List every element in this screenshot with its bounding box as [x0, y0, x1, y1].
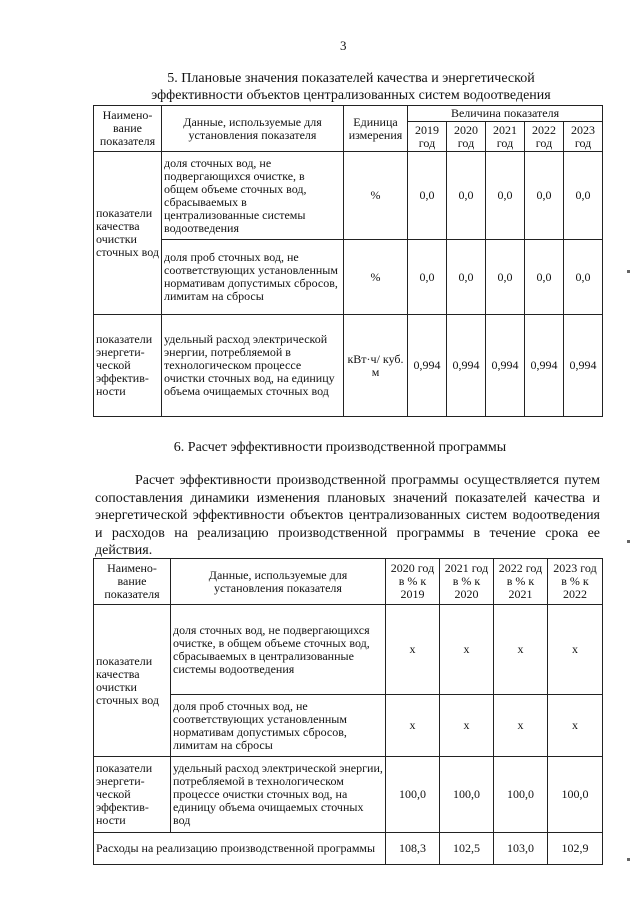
- table-planned-indicators: [93, 105, 603, 417]
- row-value: 0,0: [408, 152, 447, 240]
- table-program-efficiency: [93, 558, 603, 865]
- section6-title: 6. Расчет эффективности производственной программы: [173, 440, 507, 455]
- section6-paragraph: [95, 472, 600, 560]
- row-value: x: [494, 695, 548, 757]
- paragraph-text: Расчет эффективности производственной программы осуществляется путем сопоставления динамики изменения плановых значений показателей качества и энергетической эффективности объектов централизованных систем водоотведения и расходов на реализацию производственной программы в течение срока ее действия.: [95, 473, 600, 558]
- section5-title-line2: эффективности объектов централизованных систем водоотведения: [151, 88, 551, 103]
- row-value: 102,9: [548, 833, 603, 865]
- row-value: 0,0: [447, 240, 486, 315]
- row-value: 100,0: [494, 757, 548, 833]
- row-value: 0,994: [564, 315, 603, 417]
- table-row: [94, 833, 603, 865]
- row-data: удельный расход электрической энергии, потребляемой в технологическом процессе очистки сточных вод, на единицу объема очищаемых сточных вод: [162, 315, 344, 417]
- row-value: 0,0: [486, 240, 525, 315]
- header-year: 2023 год: [564, 122, 603, 152]
- row-value: x: [386, 605, 440, 695]
- header-data: Данные, используемые для установления показателя: [162, 106, 344, 152]
- group-name: показатели качества очистки сточных вод: [94, 605, 171, 757]
- row-value: x: [386, 695, 440, 757]
- row-unit: %: [344, 152, 408, 240]
- row-data: доля сточных вод, не подвергающихся очистке, в общем объеме сточных вод, сбрасываемых в централизованные системы водоотведения: [162, 152, 344, 240]
- row-value: 0,0: [486, 152, 525, 240]
- row-value: 100,0: [386, 757, 440, 833]
- row-value: 0,0: [408, 240, 447, 315]
- row-unit: %: [344, 240, 408, 315]
- row-value: 108,3: [386, 833, 440, 865]
- row-value: 100,0: [440, 757, 494, 833]
- header-year: 2022 год: [525, 122, 564, 152]
- header-year: 2019 год: [408, 122, 447, 152]
- row-value: 102,5: [440, 833, 494, 865]
- scan-mark: [627, 858, 630, 861]
- table-row: [94, 757, 603, 833]
- group-name: показатели энергети-ческой эффектив-ности: [94, 757, 171, 833]
- page-number: 3: [340, 38, 347, 53]
- expenses-label: Расходы на реализацию производственной программы: [94, 833, 386, 865]
- row-value: x: [440, 695, 494, 757]
- row-value: 0,994: [408, 315, 447, 417]
- table-row: [94, 240, 603, 315]
- row-value: x: [440, 605, 494, 695]
- row-data: доля проб сточных вод, не соответствующих установленным нормативам допустимых сбросов, лимитам на сбросы: [162, 240, 344, 315]
- row-unit: кВт·ч/ куб. м: [344, 315, 408, 417]
- row-value: 0,994: [525, 315, 564, 417]
- header-year: 2020 год: [447, 122, 486, 152]
- table-row: [94, 605, 603, 695]
- header-data: Данные, используемые для установления показателя: [171, 559, 386, 605]
- table-row: [94, 152, 603, 240]
- row-value: 0,0: [525, 240, 564, 315]
- row-value: 0,994: [447, 315, 486, 417]
- header-year: 2020 год в % к 2019: [386, 559, 440, 605]
- row-data: удельный расход электрической энергии, потребляемой в технологическом процессе очистки сточных вод, на единицу объема очищаемых сточных вод: [171, 757, 386, 833]
- header-year: 2022 год в % к 2021: [494, 559, 548, 605]
- header-value-group: Величина показателя: [408, 106, 603, 122]
- row-value: 100,0: [548, 757, 603, 833]
- row-value: x: [548, 695, 603, 757]
- table-row: [94, 695, 603, 757]
- header-year: 2021 год: [486, 122, 525, 152]
- row-value: 0,994: [486, 315, 525, 417]
- header-year: 2023 год в % к 2022: [548, 559, 603, 605]
- row-value: x: [548, 605, 603, 695]
- row-value: 0,0: [447, 152, 486, 240]
- section5-title: [96, 70, 606, 104]
- row-value: 0,0: [564, 240, 603, 315]
- row-data: доля сточных вод, не подвергающихся очистке, в общем объеме сточных вод, сбрасываемых в централизованные системы водоотведения: [171, 605, 386, 695]
- header-name: Наимено-вание показателя: [94, 559, 171, 605]
- header-name: Наимено-вание показателя: [94, 106, 162, 152]
- section5-title-line1: 5. Плановые значения показателей качества и энергетической: [167, 71, 535, 86]
- scan-mark: [627, 270, 630, 273]
- group-name: показатели энергети-ческой эффектив-ности: [94, 315, 162, 417]
- row-value: x: [494, 605, 548, 695]
- header-year: 2021 год в % к 2020: [440, 559, 494, 605]
- header-unit: Единица измерения: [344, 106, 408, 152]
- row-data: доля проб сточных вод, не соответствующих установленным нормативам допустимых сбросов, лимитам на сбросы: [171, 695, 386, 757]
- row-value: 0,0: [525, 152, 564, 240]
- row-value: 103,0: [494, 833, 548, 865]
- table-row: [94, 315, 603, 417]
- row-value: 0,0: [564, 152, 603, 240]
- scan-mark: [627, 540, 630, 543]
- group-name: показатели качества очистки сточных вод: [94, 152, 162, 315]
